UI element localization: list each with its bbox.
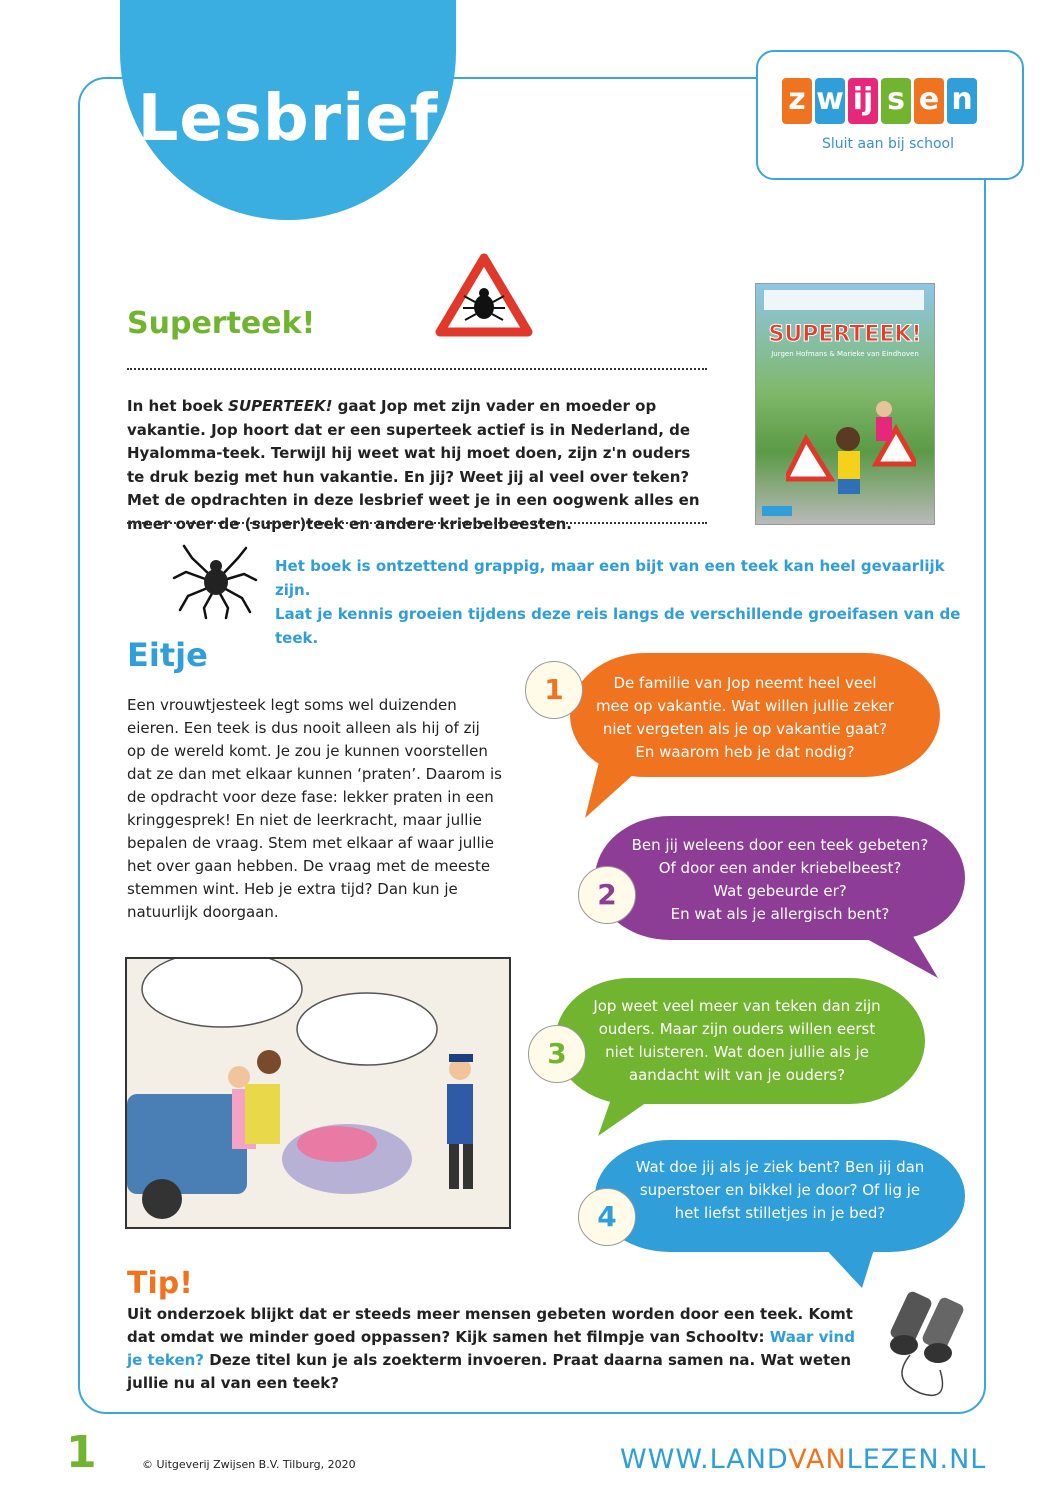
binoculars-icon — [880, 1285, 975, 1405]
logo-tagline: Sluit aan bij school — [822, 136, 954, 152]
cover-title: SUPERTEEK! — [768, 322, 922, 347]
logo-letter: s — [881, 78, 911, 124]
eitje-paragraph: Een vrouwtjesteek legt soms wel duizenden eieren. Een teek is dus nooit alleen als hij of zij op de wereld komt. Je zou je kunnen voorstellen dat ze dan met elkaar kunnen ‘praten’. Daarom is de opdracht voor deze fase: lekker praten in een kringgesprek! En niet de leerkracht, maar jullie bepalen de vraag. Stem met elkaar af waar jullie het over gaan hebben. De vraag met de meeste stemmen wint. Heb je extra tijd? Dan kun je natuurlijk doorgaan. — [127, 696, 502, 921]
question-bubble-2: Ben jij weleens door een teek gebeten? Of door een ander kriebelbeest? Wat gebeurde er? En wat als je allergisch bent? — [631, 836, 929, 923]
tip-paragraph: Uit onderzoek blijkt dat er steeds meer mensen gebeten worden door een teek. Komt dat omdat we minder goed oppassen? Kijk samen het filmpje van Schooltv: Waar vind je teken? Deze titel kun je als zoekterm invoeren. Praat daarna samen na. Wat weten jullie nu al van een teek? — [127, 1305, 855, 1392]
book-cover — [755, 283, 935, 525]
logo-letters — [782, 78, 977, 124]
tip-heading: Tip! — [127, 1266, 193, 1301]
highlight-quote: Het boek is ontzettend grappig, maar een bijt van een teek kan heel gevaarlijk zijn. Laat je kennis groeien tijdens deze reis langs de verschillende groeifasen van de teek. — [275, 557, 961, 647]
website-url[interactable]: WWW.LANDVANLEZEN.NL — [620, 1444, 987, 1475]
cover-illustration — [786, 384, 916, 504]
question-number-1: 1 — [525, 661, 583, 719]
divider — [127, 368, 707, 370]
comic-illustration — [125, 957, 511, 1229]
page-number: 1 — [66, 1427, 97, 1478]
question-bubble-4: Wat doe jij als je ziek bent? Ben jij dan superstoer en bikkel je door? Of lig je het liefst stilletjes in je bed? — [635, 1158, 925, 1222]
question-number-3: 3 — [528, 1025, 586, 1083]
question-number-4: 4 — [578, 1188, 636, 1246]
section-heading-superteek: Superteek! — [127, 306, 316, 341]
question-bubble-3: Jop weet veel meer van teken dan zijn ouders. Maar zijn ouders willen eerst niet luisteren. Wat doen jullie als je aandacht wilt van je ouders? — [593, 997, 881, 1084]
spider-icon — [170, 540, 260, 620]
copyright: © Uitgeverij Zwijsen B.V. Tilburg, 2020 — [142, 1458, 356, 1471]
comic-scene — [127, 959, 509, 1227]
logo-letter: e — [914, 78, 944, 124]
page-title: Lesbrief — [137, 82, 439, 156]
cover-publisher-mark — [762, 506, 792, 516]
schooltv-link[interactable]: Waar vind je teken? — [127, 1328, 855, 1369]
cover-authors: Jurgen Hofmans & Marieke van Eindhoven — [771, 350, 919, 358]
divider — [127, 522, 707, 524]
question-bubble-1: De familie van Jop neemt heel veel mee op vakantie. Wat willen jullie zeker niet vergeten als je op vakantie gaat? En waarom heb je dat nodig? — [595, 674, 895, 761]
question-number-2: 2 — [578, 866, 636, 924]
cover-comic-strip — [764, 290, 924, 310]
logo-letter: w — [815, 78, 845, 124]
intro-paragraph: In het boek SUPERTEEK! gaat Jop met zijn vader en moeder op vakantie. Jop hoort dat er een superteek actief is in Nederland, de Hyalomma-teek. Terwijl hij weet wat hij moet doen, zijn z'n ouders te druk bezig met hun vakantie. En jij? Weet jij al veel over teken? Met de opdrachten in deze lesbrief weet je in een oogwenk alles en meer over de (super)teek en andere kriebelbeesten. — [127, 397, 700, 533]
logo-letter: n — [947, 78, 977, 124]
section-heading-eitje: Eitje — [127, 636, 208, 674]
tick-warning-sign-icon — [434, 250, 534, 340]
logo-letter: z — [782, 78, 812, 124]
logo-letter: ij — [848, 78, 878, 124]
